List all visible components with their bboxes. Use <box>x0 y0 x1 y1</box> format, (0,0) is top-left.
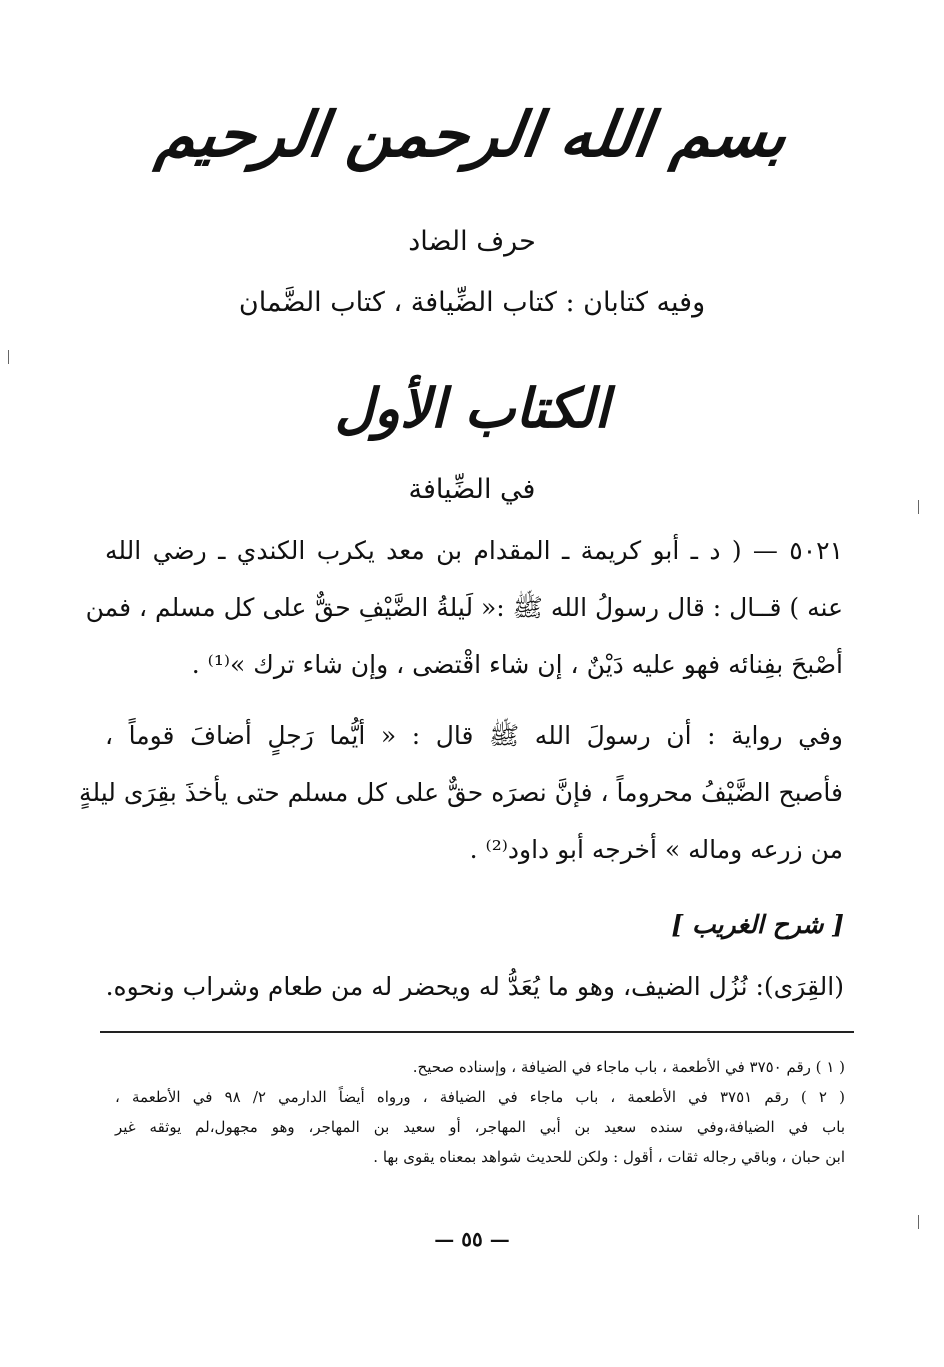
book-title: الكتاب الأول <box>334 376 610 440</box>
hadith-line: ٥٠٢١ — ( د ـ أبو كريمة ـ المقدام بن معد يكرب الكندي ـ رضي الله <box>105 536 843 565</box>
riwaya-paragraph <box>79 707 843 878</box>
page-number: — ٥٥ — <box>434 1227 510 1251</box>
footnote-line: ( ٢ ) رقم ٣٧٥١ في الأطعمة ، باب ماجاء في الضيافة ، ورواه أيضاً الدارمي ٢/ ٩٨ في الأطعمة ، <box>115 1088 845 1106</box>
footnote-line: ( ١ ) رقم ٣٧٥٠ في الأطعمة ، باب ماجاء في الضيافة ، وإسناده صحيح. <box>412 1058 845 1076</box>
books-line: وفيه كتابان : كتاب الضِّيافة ، كتاب الضَّمان <box>238 287 706 318</box>
basmala-heading: بسم الله الرحمن الرحيم <box>152 98 792 171</box>
footnote-line: باب في الضيافة،وفي سنده سعيد بن أبي المهاجر، أو سعيد بن المهاجر، وهو مجهول،لم يوثقه غير <box>115 1118 845 1136</box>
footnote-divider <box>100 1031 854 1033</box>
scan-mark <box>918 1215 919 1229</box>
riwaya-line: وفي رواية : أن رسولَ الله ﷺ قال : « أيُّما رَجلٍ أضافَ قوماً ، <box>105 721 843 750</box>
book-subtitle: في الضِّيافة <box>408 474 536 505</box>
footnote-line: ابن حبان ، وباقي رجاله ثقات ، أقول : ولكن للحديث شواهد بمعناه يقوى بها . <box>373 1148 845 1166</box>
footnotes <box>115 1052 845 1172</box>
riwaya-line: من زرعه وماله » أخرجه أبو داود⁽²⁾ . <box>469 835 843 864</box>
scan-mark <box>918 500 919 514</box>
riwaya-line: فأصبح الضَّيْفُ محروماً ، فإنَّ نصرَه حقٌّ على كل مسلم حتى يأخذَ بقِرَى ليلةٍ <box>79 778 843 807</box>
gharib-heading: [ شرح الغريب ] <box>671 910 844 939</box>
hadith-paragraph <box>85 522 843 693</box>
hadith-line: أصْبحَ بفِنائه فهو عليه دَيْنٌ ، إن شاء اقْتضى ، وإن شاء ترك »⁽¹⁾ . <box>191 650 843 679</box>
scan-mark <box>8 350 9 364</box>
letter-heading: حرف الضاد <box>408 226 536 257</box>
hadith-line: عنه ) قــال : قال رسولُ الله ﷺ :« لَيلةُ الضَّيْفِ حقٌّ على كل مسلم ، فمن <box>85 593 843 622</box>
gharib-text: (القِرَى): نُزُل الضيف، وهو ما يُعَدُّ له ويحضر له من طعام وشراب ونحوه. <box>105 972 844 1001</box>
